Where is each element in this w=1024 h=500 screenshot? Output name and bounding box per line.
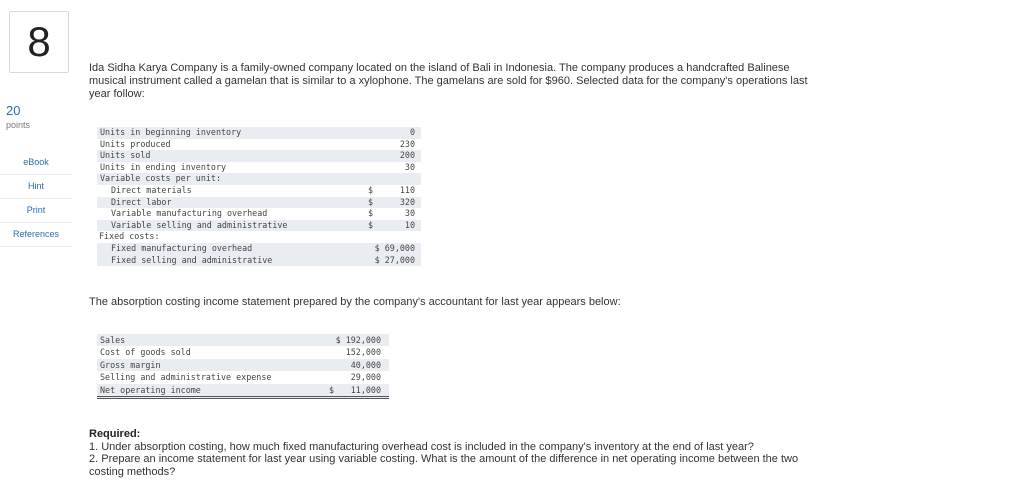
- table-row: [97, 220, 421, 232]
- row-value: $ 69,000: [374, 242, 415, 253]
- row-value: 320: [399, 196, 415, 207]
- required-item-2: 2. Prepare an income statement for last year using variable costing. What is the amount of the difference in net operating income between the two costing methods?: [89, 453, 799, 478]
- row-label: Variable selling and administrative: [111, 219, 288, 230]
- row-value: $ 192,000: [335, 335, 381, 345]
- row-value: $ 27,000: [374, 254, 415, 265]
- required-section: [89, 428, 809, 478]
- row-currency: $: [329, 384, 335, 395]
- row-value: 40,000: [350, 359, 381, 370]
- row-currency: $: [368, 196, 374, 207]
- row-label: Variable manufacturing overhead: [111, 208, 268, 219]
- row-label: Fixed manufacturing overhead: [111, 242, 253, 253]
- table-row: [97, 185, 421, 197]
- row-label: Units sold: [100, 150, 151, 161]
- operations-data-table: [97, 127, 421, 266]
- resource-links: [0, 151, 72, 247]
- points-value: 20: [6, 103, 21, 118]
- row-currency: $: [368, 219, 374, 230]
- table-row: [97, 231, 421, 243]
- table-row: [97, 173, 421, 185]
- income-statement-intro: The absorption costing income statement prepared by the company's accountant for last year appears below:: [89, 296, 621, 308]
- row-label: Net operating income: [100, 384, 201, 395]
- question-number-box: [9, 11, 69, 73]
- row-label: Cost of goods sold: [100, 347, 191, 358]
- table-row: [97, 208, 421, 220]
- row-value: 230: [399, 138, 415, 149]
- row-currency: $: [368, 184, 374, 195]
- row-label: Fixed selling and administrative: [111, 254, 273, 265]
- table-row: [97, 371, 389, 383]
- required-heading: Required:: [89, 428, 141, 440]
- row-currency: $: [368, 208, 374, 219]
- row-value: 0: [409, 127, 415, 137]
- row-value: 30: [404, 208, 415, 219]
- table-row: [97, 334, 389, 346]
- table-row: [97, 127, 421, 139]
- row-value: 200: [399, 150, 415, 161]
- row-label: Variable costs per unit:: [100, 173, 222, 184]
- table-row: [97, 255, 421, 267]
- absorption-income-statement: [97, 334, 389, 399]
- row-label: Selling and administrative expense: [100, 372, 272, 383]
- question-intro: Ida Sidha Karya Company is a family-owned company located on the island of Bali in Indonesia. The company produces a handcrafted Balinese musical instrument called a gamelan that is similar to a xylophone. The gamelans are sold for $960. Selected data for the company's operations last year follow:: [89, 62, 808, 100]
- row-value: 11,000: [350, 384, 381, 395]
- table-row: [97, 197, 421, 209]
- row-value: 152,000: [346, 346, 381, 359]
- table-row: [97, 162, 421, 174]
- row-label: Fixed costs:: [99, 231, 160, 242]
- row-label: Gross margin: [100, 359, 161, 370]
- row-label: Direct materials: [111, 184, 192, 195]
- row-label: Units in beginning inventory: [100, 127, 242, 137]
- points-label: points: [6, 120, 31, 130]
- row-value: 10: [404, 219, 415, 230]
- table-row: [97, 243, 421, 255]
- table-row: [97, 150, 421, 162]
- row-value: 110: [399, 184, 415, 195]
- row-label: Sales: [100, 335, 126, 345]
- references-link[interactable]: References: [0, 223, 72, 247]
- table-row: [97, 346, 389, 358]
- table-row: [97, 359, 389, 371]
- required-item-1: 1. Under absorption costing, how much fixed manufacturing overhead cost is included in the company's inventory at the end of last year?: [89, 440, 754, 453]
- row-value: 30: [404, 161, 415, 172]
- ebook-link[interactable]: eBook: [0, 151, 72, 175]
- row-label: Units in ending inventory: [100, 161, 227, 172]
- hint-link[interactable]: Hint: [0, 175, 72, 199]
- row-label: Direct labor: [111, 196, 172, 207]
- row-label: Units produced: [100, 138, 171, 149]
- table-row: [97, 139, 421, 151]
- row-value: 29,000: [351, 371, 381, 384]
- table-row: [97, 384, 389, 399]
- question-number: 8: [27, 18, 51, 65]
- print-link[interactable]: Print: [0, 199, 72, 223]
